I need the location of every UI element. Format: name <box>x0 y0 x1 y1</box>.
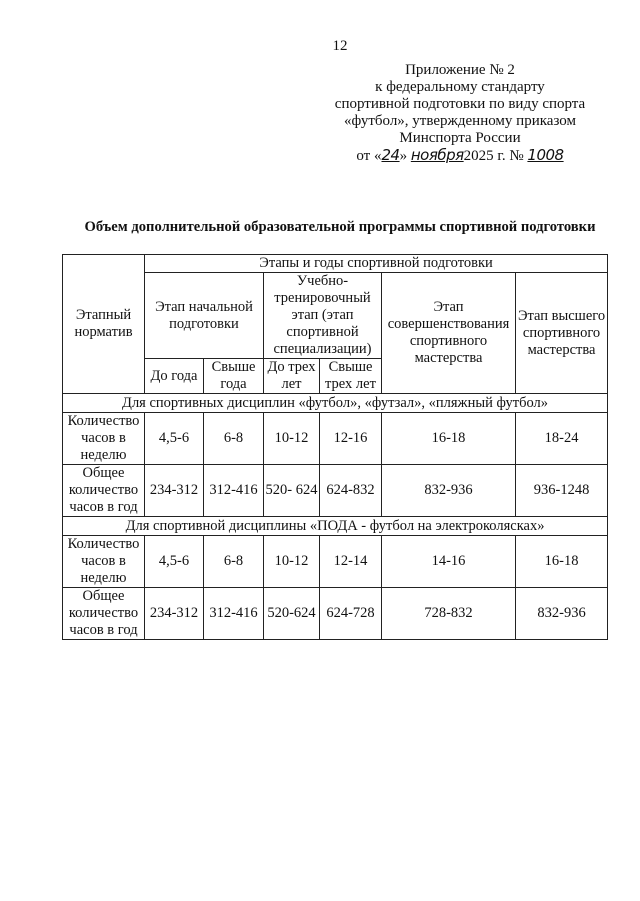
header-up-to-year: До года <box>145 359 204 394</box>
header-norm: Этапный норматив <box>63 255 145 394</box>
document-title: Объем дополнительной образовательной программы спортивной подготовки <box>84 219 596 235</box>
appendix-line-2: к федеральному стандарту <box>375 79 545 95</box>
section-heading-2: Для спортивной дисциплины «ПОДА - футбол на электроколясках» <box>63 517 608 536</box>
header-over-year: Свыше года <box>204 359 264 394</box>
table-cell: 234-312 <box>145 465 204 517</box>
order-line <box>310 147 610 165</box>
table-cell: 6-8 <box>204 536 264 588</box>
table-cell: 10-12 <box>264 536 320 588</box>
order-prefix: от « <box>356 148 382 164</box>
table-cell: 832-936 <box>516 588 608 640</box>
header-over-three: Свыше трех лет <box>320 359 382 394</box>
order-number: 1008 <box>527 146 564 164</box>
table-cell: 14-16 <box>382 536 516 588</box>
appendix-header <box>310 62 610 165</box>
header-up-to-three: До трех лет <box>264 359 320 394</box>
table-cell: 520-624 <box>264 588 320 640</box>
table-cell: 312-416 <box>204 588 264 640</box>
header-stages-group: Этапы и годы спортивной подготовки <box>145 255 608 273</box>
table-cell: 624-832 <box>320 465 382 517</box>
table-cell: 12-16 <box>320 413 382 465</box>
header-stage-training: Учебно-тренировочный этап (этап спортивной специализации) <box>264 273 382 359</box>
table-cell: 6-8 <box>204 413 264 465</box>
order-day: 24 <box>381 146 400 164</box>
row-label: Общее количество часов в год <box>63 588 145 640</box>
table-cell: 10-12 <box>264 413 320 465</box>
table-cell: 520- 624 <box>264 465 320 517</box>
appendix-line-4: «футбол», утвержденному приказом <box>343 113 576 129</box>
row-label: Общее количество часов в год <box>63 465 145 517</box>
table-cell: 832-936 <box>382 465 516 517</box>
row-label: Количество часов в неделю <box>63 413 145 465</box>
order-month: ноября <box>410 146 464 164</box>
order-mid: » <box>399 148 408 164</box>
table-cell: 4,5-6 <box>145 536 204 588</box>
table-cell: 4,5-6 <box>145 413 204 465</box>
program-volume-table <box>62 254 608 640</box>
appendix-line-3: спортивной подготовки по виду спорта <box>334 96 586 112</box>
header-stage-initial: Этап начальной подготовки <box>145 273 264 359</box>
table-cell: 16-18 <box>516 536 608 588</box>
table-cell: 12-14 <box>320 536 382 588</box>
appendix-line-5: Минспорта России <box>399 130 521 146</box>
section-heading-1: Для спортивных дисциплин «футбол», «футзал», «пляжный футбол» <box>63 394 608 413</box>
order-year: 2025 г. № <box>463 148 524 164</box>
page-number: 12 <box>332 38 348 54</box>
table-cell: 312-416 <box>204 465 264 517</box>
appendix-line-1: Приложение № 2 <box>405 62 515 78</box>
table-cell: 624-728 <box>320 588 382 640</box>
table-cell: 16-18 <box>382 413 516 465</box>
header-stage-higher: Этап высшего спортивного мастерства <box>516 273 608 394</box>
header-stage-perfection: Этап совершенствования спортивного мастерства <box>382 273 516 394</box>
table-cell: 18-24 <box>516 413 608 465</box>
table-cell: 936-1248 <box>516 465 608 517</box>
table-cell: 234-312 <box>145 588 204 640</box>
row-label: Количество часов в неделю <box>63 536 145 588</box>
table-cell: 728-832 <box>382 588 516 640</box>
